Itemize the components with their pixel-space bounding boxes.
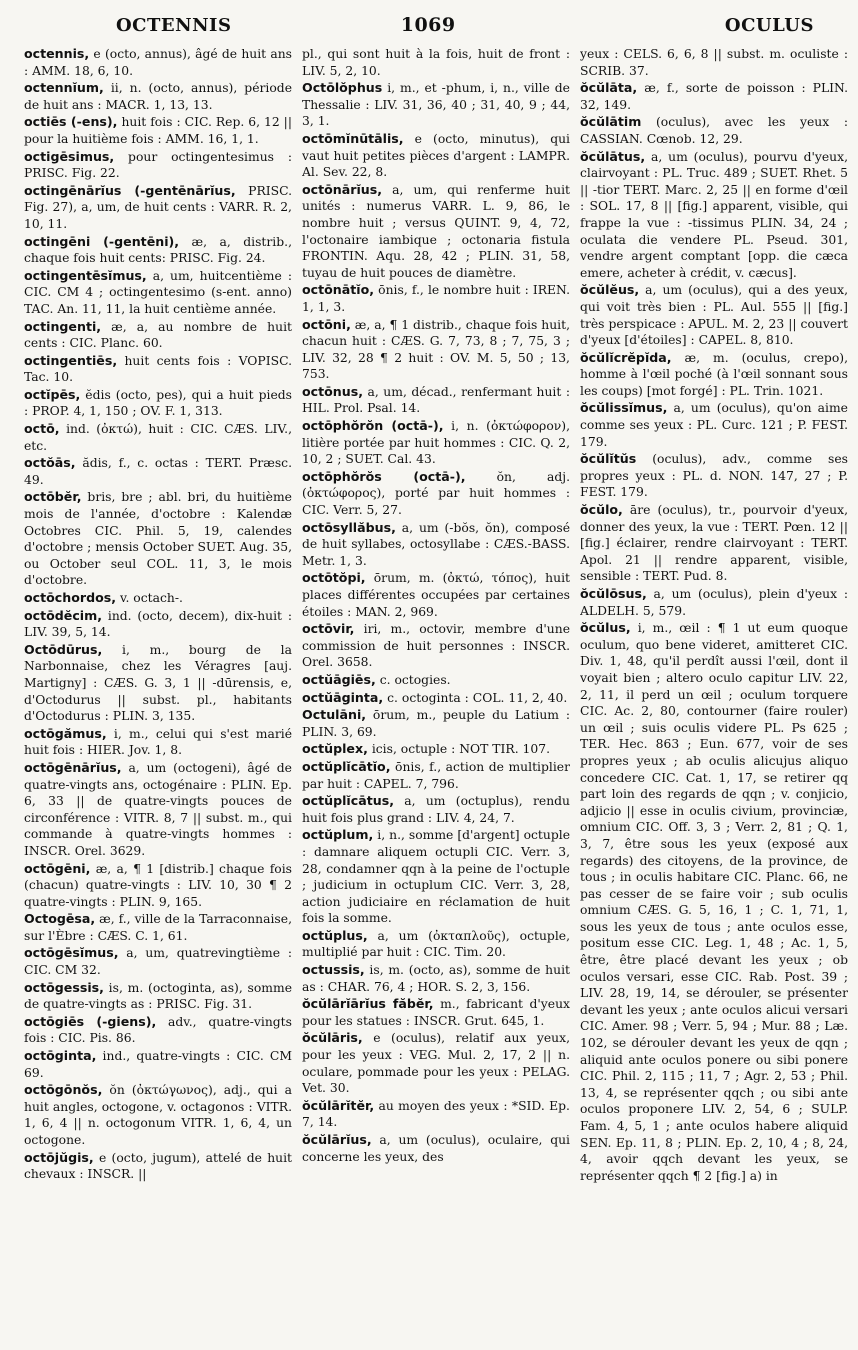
dictionary-entry [302,469,570,519]
entry-definition: a, um, quatrevingtième : CIC. CM 32. [24,946,292,978]
dictionary-entry [580,350,848,400]
dictionary-entry [302,46,570,79]
entry-definition: a, um, décad., renfermant huit : HIL. Prol. Psal. 14. [302,384,570,416]
dictionary-entry [24,1014,292,1047]
dictionary-entry [24,46,292,79]
entry-headword: octōvir, [302,621,355,637]
entry-headword: ŏcŭlārĭtĕr, [302,1097,375,1113]
entry-headword: octōgēnārĭus, [24,759,122,775]
entry-definition: āre (oculus), tr., pourvoir d'yeux, donner des yeux, la vue : TERT. Pœn. 12 || [fig.] éclairer, rendre clairvoyant : TERT. Apol. 21 || rendre apparent, visible, sensible : TERT. Pud. 8. [580,503,848,584]
entry-headword: octōni, [302,316,351,332]
page-number: 1069 [400,14,456,36]
entry-definition: i, n. (ὀκτώφορον), litière portée par huit hommes : CIC. Q. 2, 10, 2 ; SUET. Cal. 43. [302,419,570,467]
dictionary-entry [302,570,570,620]
dictionary-entry [302,741,570,758]
entry-definition: i, m., celui qui s'est marié huit fois : HIER. Jov. 1, 8. [24,726,292,758]
entry-definition: a, um (oculus), qui a des yeux, qui voit très bien : PL. Aul. 555 || [fig.] très perspicace : APUL. M. 2, 23 || couvert d'yeux [d'étoiles] : CAPEL. 8, 810. [580,283,848,348]
entry-headword: octingentēsĭmus, [24,267,147,283]
entry-definition: icis, octuple : NOT TIR. 107. [367,742,551,757]
entry-definition: e (octo, jugum), attelé de huit chevaux : INSCR. || [24,1150,292,1182]
entry-headword: ŏcŭlātim [580,114,642,130]
entry-headword: octingenti, [24,318,102,334]
entry-headword: octōgēni, [24,860,91,876]
dictionary-entry [580,114,848,147]
dictionary-entry [302,827,570,927]
entry-headword: octōchordos, [24,590,117,605]
dictionary-entry [24,387,292,420]
columns [24,46,848,1346]
entry-definition: ŏn, adj. (ὀκτώφορος), porté par huit hommes : CIC. Verr. 5, 27. [302,469,570,518]
column-3 [580,46,848,1346]
entry-definition: a, um, qui renferme huit unités : numerus VARR. L. 9, 86, le nombre huit ; versus QUINT. 9, 4, 72, l'octonaire iambique ; octonaria fistula FRONTIN. Aqu. 28, 42 ; PLIN. 31, 58, tuyau de huit pouces de diamètre. [302,182,570,280]
entry-headword: octōgiēs (-giens), [24,1013,157,1029]
dictionary-entry [302,996,570,1029]
entry-definition: ind., quatre-vingts : CIC. CM 69. [24,1049,292,1080]
dictionary-entry [302,80,570,130]
entry-definition: a, um, huitcentième : CIC. CM 4 ; octingentesimo (s-ent. anno) TAC. An. 11, 11, la huit centième année. [24,268,292,316]
entry-headword: Octōdūrus, [24,641,103,657]
entry-definition: ădis, f., c. octas : TERT. Præsc. 49. [24,456,292,487]
dictionary-entry [24,353,292,386]
entry-definition: i, m., et -phum, i, n., ville de Thessalie : LIV. 31, 36, 40 ; 31, 40, 9 ; 44, 3, 1. [302,81,570,129]
entry-definition: ōnis, f., le nombre huit : IREN. 1, 1, 3. [302,283,570,314]
entry-definition: a, um (oculus), pourvu d'yeux, clairvoyant : PL. Truc. 489 ; SUET. Rhet. 5 || -tior TERT. Marc. 2, 25 || en forme d'œil : SOL. 17, 8 || [fig.] apparent, visible, qui frappe la vue : -tissimus PLIN. 34, 24 ; oculata die vendere PL. Pseud. 301, vendre argent comptant [opp. die cæca emere, acheter à crédit, v. cæcus]. [580,149,848,280]
entry-headword: octingēni (-gentēni), [24,233,180,249]
entry-headword: octōphŏrŏn (octā-), [302,418,444,434]
dictionary-entry [24,1150,292,1183]
entry-headword: octōnātĭo, [302,282,375,298]
entry-definition: a, um (octogeni), âgé de quatre-vingts ans, octogénaire : PLIN. Ep. 6, 33 || de quatre-vingts pouces de circonférence : VITR. 8, 7 || subst. m., qui commande à quatre-vingts hommes : INSCR. Orel. 3629. [24,760,292,858]
dictionary-entry [302,707,570,740]
entry-definition: a, um (octuplus), rendu huit fois plus grand : LIV. 4, 24, 7. [302,794,570,825]
dictionary-entry [24,911,292,944]
entry-definition: huit cents fois : VOPISC. Tac. 10. [24,353,292,385]
dictionary-entry [302,962,570,995]
entry-headword: octōsyllăbus, [302,519,396,535]
entry-headword: ŏcŭlo, [580,502,623,518]
entry-definition: æ, f., ville de la Tarraconnaise, sur l'Èbre : CÆS. C. 1, 61. [24,912,292,943]
entry-definition: i, n., somme [d'argent] octuple : damnare aliquem octupli CIC. Verr. 3, 28, condamner qqn à la peine de l'octuple ; judicium in octuplum CIC. Verr. 3, 28, action judiciaire en réclamation de huit fois la somme. [302,828,570,926]
dictionary-entry [24,455,292,488]
entry-definition: v. octach-. [116,591,183,605]
entry-headword: octingentiēs, [24,352,118,368]
entry-headword: octōnus, [302,383,364,399]
entry-definition: c. octogies. [375,672,451,687]
entry-definition: ōnis, f., action de multiplier par huit : CAPEL. 7, 796. [302,759,570,791]
dictionary-entry [24,590,292,607]
entry-definition: e (octo, minutus), qui vaut huit petites pièces d'argent : LAMPR. Al. Sev. 22, 8. [302,131,570,180]
dictionary-entry [580,282,848,348]
entry-headword: octōgōnŏs, [24,1082,103,1098]
entry-headword: ŏcŭlārĭus, [302,1132,372,1147]
column-2 [302,46,570,1346]
dictionary-entry [24,1082,292,1148]
entry-definition: i, m., œil : ¶ 1 ut eum quoque oculum, quo bene videret, amitteret CIC. Div. 1, 48, qu'il perdît aussi l'œil, dont il voyait bien ; altero oculo capitur LIV. 22, 2, 11, il perd un œil ; oculum torquere CIC. Ac. 2, 80, contourner (faire rouler) un œil ; suis oculis videre PL. Ps 625 ; TER. Hec. 863 ; Eun. 677, voir de ses propres yeux ; ab oculis alicujus aliquo concedere CIC. Cat. 1, 17, se retirer qq part loin des regards de qqn ; v. conjicio, adjicio || esse in oculis civium, provinciæ, omnium CIC. Off. 3, 3 ; Verr. 2, 81 ; Q. 1, 3, 7, être sous les yeux (exposé aux regards) des citoyens, de la province, de tous ; in oculis habitare CIC. Planc. 66, ne pas cesser de se faire voir ; sub oculis omnium CÆS. G. 5, 16, 1 ; C. 1, 71, 1, sous les yeux de tous ; ante oculos esse, positum esse CIC. Leg. 1, 48 ; Ac. 1, 5, être, être placé devant les yeux ; ob oculos versari, esse CIC. Rab. Post. 39 ; LIV. 28, 19, 14, se dérouler, se présenter devant les yeux ; ante oculos alicui versari CIC. Amer. 98 ; Verr. 5, 94 ; Mur. 88 ; Læ. 102, se dérouler devant les yeux de qqn ; aliquid ante oculos ponere ou sibi ponere CIC. Phil. 2, 115 ; 11, 7 ; Agr. 2, 53 ; Phil. 13, 4, se représenter qqch ; ou sibi ante oculos proponere LIV. 2, 54, 6 ; SULP. Fam. 4, 5, 1 ; ante oculos habere aliquid SEN. Ep. 11, 8 ; PLIN. Ep. 2, 10, 4 ; 8, 24, 4, avoir qqch devant les yeux, se représenter qqch ¶ 2 [fig.] a) in [580,621,848,1183]
entry-definition: huit fois : CIC. Rep. 6, 12 || pour la huitième fois : AMM. 16, 1, 1. [24,115,292,146]
entry-headword: octōgessis, [24,979,104,995]
dictionary-entry [302,759,570,792]
dictionary-entry [302,131,570,181]
entry-headword: octŭplĭcātĭo, [302,758,391,774]
entry-headword: octōjŭgis, [24,1149,94,1165]
entry-definition: ĕdis (octo, pes), qui a huit pieds : PROP. 4, 1, 150 ; OV. F. 1, 313. [24,387,292,419]
entry-definition: (oculus), adv., comme ses propres yeux : PL. d. NON. 147, 27 ; P. FEST. 179. [580,452,848,500]
entry-headword: octŭāgiēs, [302,671,376,687]
dictionary-entry [580,400,848,450]
entry-definition: e (octo, annus), âgé de huit ans : AMM. 18, 6, 10. [24,47,292,78]
entry-headword: ŏcŭlārĭārĭus făbĕr, [302,996,434,1012]
dictionary-entry [302,793,570,826]
entry-headword: Octulāni, [302,707,367,723]
entry-headword: ŏcŭlāris, [302,1030,363,1046]
entry-definition: PRISC. Fig. 27), a, um, de huit cents : VARR. R. 2, 10, 11. [24,183,292,231]
entry-headword: ŏcŭlĭcrĕpĭda, [580,349,672,365]
dictionary-entry [302,418,570,468]
entry-definition: pl., qui sont huit à la fois, huit de front : LIV. 5, 2, 10. [302,47,570,78]
entry-headword: octō, [24,421,60,437]
entry-definition: adv., quatre-vingts fois : CIC. Pis. 86. [24,1014,292,1046]
dictionary-entry [302,317,570,383]
entry-definition: æ, a, au nombre de huit cents : CIC. Planc. 60. [24,319,292,351]
entry-headword: octōmĭnūtālis, [302,130,404,146]
entry-definition: a, um (oculus), oculaire, qui concerne les yeux, des [302,1133,570,1164]
entry-definition: a, um (-bŏs, ŏn), composé de huit syllabes, octosyllabe : CÆS.-BASS. Metr. 1, 3. [302,520,570,568]
entry-definition: a, um (ὀκταπλοῦς), octuple, multiplié par huit : CIC. Tim. 20. [302,928,570,960]
entry-headword: octŭāginta, [302,689,384,705]
dictionary-entry [580,80,848,113]
dictionary-entry [24,760,292,860]
entry-definition: c. octoginta : COL. 11, 2, 40. [383,690,568,705]
entry-definition: ōrum, m. (ὀκτώ, τόπος), huit places différentes occupées par certaines étoiles : MAN. 2, 969. [302,571,570,619]
entry-headword: ŏcŭlĭtŭs [580,451,637,467]
dictionary-entry [580,502,848,585]
entry-headword: octōgēsĭmus, [24,945,119,961]
dictionary-entry [24,149,292,182]
header-left-guideword: OCTENNIS [116,15,232,36]
entry-headword: octĭpēs, [24,386,81,402]
entry-headword: octussis, [302,962,365,978]
dictionary-entry [580,620,848,1184]
running-header [24,10,848,46]
entry-headword: octingēnārĭus (-gentēnārĭus, [24,182,236,198]
entry-definition: ind. (ὀκτώ), huit : CIC. CÆS. LIV., etc. [24,422,292,453]
entry-definition: e (oculus), relatif aux yeux, pour les yeux : VEG. Mul. 2, 17, 2 || n. oculare, pommade pour les yeux : PELAG. Vet. 30. [302,1031,570,1096]
entry-definition: m., fabricant d'yeux pour les statues : INSCR. Grut. 645, 1. [302,997,570,1028]
dictionary-entry [24,319,292,352]
entry-headword: Octogēsa, [24,911,96,927]
dictionary-entry [24,80,292,113]
dictionary-entry [24,1048,292,1081]
dictionary-entry [24,726,292,759]
entry-definition: is, m. (octo, as), somme de huit as : CHAR. 76, 4 ; HOR. S. 2, 3, 156. [302,963,570,994]
entry-definition: bris, bre ; abl. bri, du huitième mois de l'année, d'octobre : Kalendæ Octobres CIC. Phil. 5, 19, calendes d'octobre ; mensis October SUET. Aug. 35, ou October seul COL. 11, 3, le mois d'octobre. [24,490,292,588]
entry-headword: ŏcŭlissĭmus, [580,400,668,416]
entry-headword: octōphŏrŏs (octā-), [302,468,466,484]
entry-headword: octŏās, [24,455,76,471]
entry-headword: ŏcŭlōsus, [580,586,647,601]
entry-definition: æ, f., sorte de poisson : PLIN. 32, 149. [580,81,848,112]
entry-headword: octigēsimus, [24,148,115,164]
dictionary-entry [302,282,570,315]
entry-headword: Octōlŏphus [302,80,383,96]
entry-definition: au moyen des yeux : *SID. Ep. 7, 14. [302,1098,570,1130]
entry-headword: ŏcŭlus, [580,620,631,636]
entry-headword: ŏcŭlĕus, [580,282,640,298]
header-right-guideword: OCULUS [724,15,814,36]
entry-headword: octennĭum, [24,80,104,96]
entry-headword: ŏcŭlāta, [580,80,638,96]
entry-definition: pour octingentesimus : PRISC. Fig. 22. [24,149,292,181]
dictionary-entry [302,520,570,570]
dictionary-entry [580,46,848,79]
entry-definition: ōrum, m., peuple du Latium : PLIN. 3, 69. [302,708,570,739]
dictionary-entry [302,384,570,417]
entry-headword: octōbĕr, [24,489,82,505]
entry-headword: octōdĕcim, [24,607,103,623]
entry-headword: ŏcŭlātus, [580,148,646,164]
entry-definition: i, m., bourg de la Narbonnaise, chez les Véragres [auj. Martigny] : CÆS. G. 3, 1 || -dūrensis, e, d'Octodurus || subst. pl., habitants d'Octodurus : PLIN. 3, 135. [24,642,292,724]
entry-headword: octiēs (-ens), [24,114,118,130]
dictionary-entry [24,489,292,589]
entry-definition: a, um (oculus), plein d'yeux : ALDELH. 5, 579. [580,587,848,618]
dictionary-entry [24,945,292,978]
entry-definition: is, m. (octoginta, as), somme de quatre-vingts as : PRISC. Fig. 31. [24,980,292,1012]
entry-headword: octōtŏpi, [302,570,366,586]
dictionary-entry [302,928,570,961]
entry-headword: octōgămus, [24,725,107,741]
dictionary-entry [580,149,848,282]
dictionary-entry [24,114,292,147]
entry-headword: octŭplex, [302,741,368,757]
entry-headword: octŭplus, [302,927,368,943]
dictionary-entry [24,861,292,911]
dictionary-entry [302,182,570,282]
entry-definition: æ, a, distrib., chaque fois huit cents: PRISC. Fig. 24. [24,234,292,266]
dictionary-entry [24,608,292,641]
entry-definition: ŏn (ὀκτώγωνος), adj., qui a huit angles, octogone, v. octagonos : VITR. 1, 6, 4 || n. octogonum VITR. 1, 6, 4, un octogone. [24,1083,292,1147]
dictionary-entry [24,268,292,318]
dictionary-entry [24,234,292,267]
dictionary-entry [302,1098,570,1131]
dictionary-entry [302,690,570,707]
entry-headword: octŭplum, [302,827,374,843]
dictionary-entry [302,672,570,689]
entry-headword: octennis, [24,46,90,61]
dictionary-entry [302,621,570,671]
entry-definition: æ, a, ¶ 1 [distrib.] chaque fois (chacun) quatre-vingts : LIV. 10, 30 ¶ 2 quatre-vingts : PLIN. 9, 165. [24,861,292,909]
dictionary-entry [24,642,292,725]
dictionary-entry [24,183,292,233]
entry-headword: octŭplĭcātus, [302,793,394,809]
entry-definition: iri, m., octovir, membre d'une commission de huit personnes : INSCR. Orel. 3658. [302,622,570,670]
dictionary-entry [24,980,292,1013]
dictionary-entry [580,586,848,619]
entry-definition: yeux : CELS. 6, 6, 8 || subst. m. oculiste : SCRIB. 37. [580,47,848,78]
dictionary-entry [580,451,848,501]
entry-definition: æ, a, ¶ 1 distrib., chaque fois huit, chacun huit : CÆS. G. 7, 73, 8 ; 7, 75, 3 ; LIV. 32, 28 ¶ 2 huit : OV. M. 5, 50 ; 13, 753. [302,317,570,382]
dictionary-entry [302,1132,570,1165]
entry-definition: ind. (octo, decem), dix-huit : LIV. 39, 5, 14. [24,608,292,640]
entry-headword: octōginta, [24,1048,97,1064]
column-1 [24,46,292,1346]
dictionary-entry [24,421,292,454]
entry-definition: a, um (oculus), qu'on aime comme ses yeux : PL. Curc. 121 ; P. FEST. 179. [580,401,848,449]
dictionary-entry [302,1030,570,1096]
entry-definition: ii, n. (octo, annus), période de huit ans : MACR. 1, 13, 13. [24,81,292,112]
entry-headword: octōnārĭus, [302,181,383,197]
entry-definition: (oculus), avec les yeux : CASSIAN. Cœnob. 12, 29. [580,115,848,146]
entry-definition: æ, m. (oculus, crepo), homme à l'œil poché (à l'œil sonnant sous les coups) [mot forgé] : PL. Trin. 1021. [580,350,848,398]
